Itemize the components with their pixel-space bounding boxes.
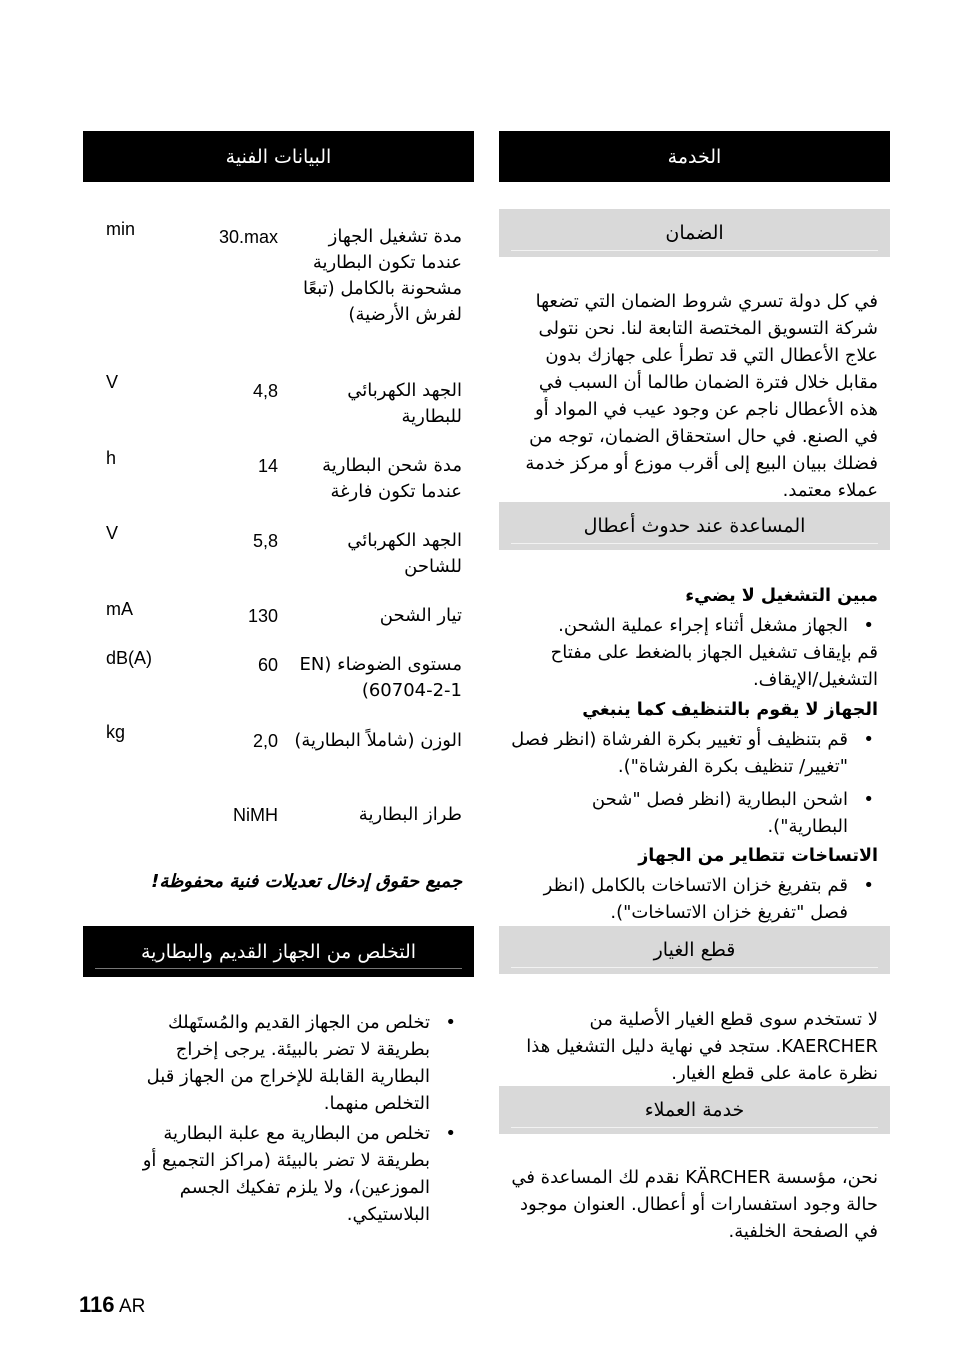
trouble-bullet-2-2: • اشحن البطارية (انظر فصل "شحن البطارية"). bbox=[591, 789, 874, 837]
troubleshooting-header: المساعدة عند حدوث أعطال bbox=[499, 502, 890, 550]
warranty-text: في كل دولة تسري شروط الضمان التي تضعها شركة التسويق المختصة التابعة لنا. نحن نتولى علاج الأعطال التي قد تطرأ على جهازك بدون مقابل خلال فترة الضمان طالما أن السبب في هذه الأعطال ناجم عن وجود عيب في المواد أو في الصنع. في حال استحقاق الضمان، توجه من فضلك ببيان البيع إلى أقرب موزع أو مركز خدمة عملاء معتمد. bbox=[525, 291, 878, 501]
tech-row-unit: V bbox=[106, 372, 119, 392]
tech-row-value: 5,8 bbox=[252, 531, 278, 551]
page-language: AR bbox=[118, 1296, 146, 1317]
tech-row-unit: min bbox=[106, 219, 136, 239]
tech-row-label: مدة تشغيل الجهاز عندما تكون البطارية مشحونة بالكامل (تبعًا لفرش الأرضية) bbox=[302, 226, 462, 325]
tech-row-value: NiMH bbox=[233, 805, 278, 825]
trouble-bullet-3-1: • قم بتفريغ خزان الاتساخات بالكامل (انظر فصل "تفريغ خزان الاتساخات"). bbox=[543, 875, 874, 923]
tech-row-label: الوزن (شاملاً البطارية) bbox=[294, 730, 462, 751]
tech-row-value: 14 bbox=[257, 456, 278, 476]
tech-row-label: تيار الشحن bbox=[379, 605, 462, 626]
tech-row-label: مستوى الضوضاء (EN 60704-2-1) bbox=[299, 654, 462, 701]
trouble-heading-1: مبين التشغيل لا يضيء bbox=[685, 586, 878, 606]
tech-row-unit: dB(A) bbox=[106, 648, 153, 668]
tech-row-unit: h bbox=[106, 448, 117, 468]
page-number: 116 bbox=[79, 1292, 115, 1317]
tech-row-unit: mA bbox=[106, 599, 133, 619]
technical-header: البيانات الفنية bbox=[83, 131, 474, 182]
tech-row-label: طراز البطارية bbox=[358, 804, 462, 825]
disposal-bullet-2: • تخلص من البطارية مع علبة البطارية بطريقة لا تضر بالبيئة (مراكز التجميع أو الموزعين)، ولا يلزم تفكيك الجسم البلاستيكي. bbox=[142, 1123, 456, 1225]
tech-row-label: مدة شحن البطارية عندما تكون فارغة bbox=[322, 455, 462, 502]
page-footer bbox=[79, 1292, 145, 1318]
disposal-bullet-1: • تخلص من الجهاز القديم والمُستَهلك بطريقة لا تضر بالبيئة. يرجى إخراج البطارية القابلة للإخراج من الجهاز قبل التخلص منهما. bbox=[146, 1012, 456, 1114]
trouble-text-1: قم بإيقاف تشغيل الجهاز بالضغط على مفتاح التشغيل/الإيقاف. bbox=[550, 642, 878, 690]
spare-parts-header: قطع الغيار bbox=[499, 926, 890, 974]
tech-row-unit: V bbox=[106, 523, 119, 543]
customer-service-header: خدمة العملاء bbox=[499, 1086, 890, 1134]
spare-parts-text: لا تستخدم سوى قطع الغيار الأصلية من KAERCHER. ستجد في نهاية دليل التشغيل هذا نظرة عامة على قطع الغيار. bbox=[526, 1009, 878, 1084]
tech-row-value: 30.max bbox=[218, 227, 278, 247]
disposal-header: التخلص من الجهاز القديم والبطارية bbox=[83, 926, 474, 977]
tech-row-unit: kg bbox=[106, 722, 126, 742]
service-header: الخدمة bbox=[499, 131, 890, 182]
tech-row-value: 130 bbox=[247, 606, 278, 626]
trouble-heading-2: الجهاز لا يقوم بالتنظيف كما ينبغي bbox=[582, 700, 878, 720]
tech-row-label: الجهد الكهربائي للشاحن bbox=[347, 530, 462, 577]
tech-row-value: 60 bbox=[257, 655, 278, 675]
trouble-heading-3: الاتساخات تتطاير من الجهاز bbox=[638, 846, 878, 866]
tech-row-value: 2,0 bbox=[252, 731, 278, 751]
tech-row-value: 4,8 bbox=[252, 381, 278, 401]
trouble-bullet-2-1: • قم بتنظيف أو تغيير بكرة الفرشاة (انظر فصل "تغيير/ تنظيف بكرة الفرشاة"). bbox=[511, 729, 874, 777]
technical-note: جميع حقوق إدخال تعديلات فنية محفوظة! bbox=[151, 871, 462, 892]
warranty-header: الضمان bbox=[499, 209, 890, 257]
tech-row-label: الجهد الكهربائي للبطارية bbox=[347, 380, 462, 427]
customer-service-text: نحن، مؤسسة KÄRCHER نقدم لك المساعدة في حالة وجود استفسارات أو أعطال. العنوان موجود في الصفحة الخلفية. bbox=[511, 1167, 878, 1242]
trouble-bullet-1-1: • الجهاز مشغل أثناء إجراء عملية الشحن. bbox=[558, 615, 874, 636]
